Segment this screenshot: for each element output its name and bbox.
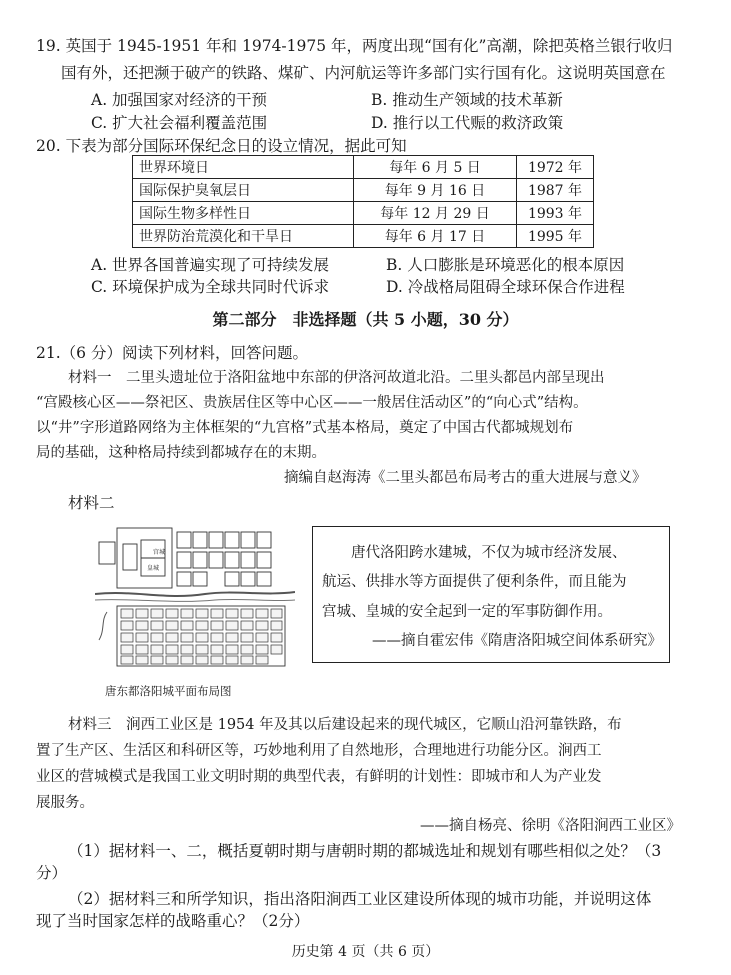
table-cell: 国际生物多样性日: [133, 202, 354, 225]
sub-question-1: （1）据材料一、二，概括夏朝时期与唐朝时期的都城选址和规划有哪些相似之处？（3: [68, 842, 662, 860]
table-cell: 1972 年: [517, 156, 594, 179]
q19-option-b: B. 推动生产领域的技术革新: [371, 91, 563, 109]
part2-heading: 第二部分 非选择题（共 5 小题，30 分）: [212, 310, 519, 329]
table-cell: 每年 6 月 5 日: [354, 156, 517, 179]
table-cell: 每年 12 月 29 日: [354, 202, 517, 225]
material2-quote-line: 航运、供排水等方面提供了便利条件，而且能为: [322, 574, 627, 590]
table-row: [133, 179, 594, 202]
environment-days-table: [132, 155, 594, 248]
table-cell: 每年 9 月 16 日: [354, 179, 517, 202]
material3-line: 材料三 涧西工业区是 1954 年及其以后建设起来的现代城区，它顺山沿河靠铁路，布: [68, 717, 622, 733]
table-row: [133, 202, 594, 225]
table-cell: 世界防治荒漠化和干旱日: [133, 225, 354, 248]
material1-source: 摘编自赵海涛《二里头都邑布局考古的重大进展与意义》: [284, 470, 647, 486]
material2-quote-line: 宫城、皇城的安全起到一定的军事防御作用。: [322, 604, 612, 620]
table-cell: 世界环境日: [133, 156, 354, 179]
q20-option-c: C. 环境保护成为全球共同时代诉求: [91, 278, 330, 296]
tang-luoyang-map: [95, 520, 295, 672]
material3-line: 业区的营城模式是我国工业文明时期的典型代表，有鲜明的计划性：即城市和人为产业发: [36, 769, 602, 785]
map-caption: 唐东都洛阳城平面布局图: [105, 684, 232, 698]
q19-option-d: D. 推行以工代赈的救济政策: [371, 114, 564, 132]
q19-option-a: A. 加强国家对经济的干预: [91, 91, 268, 109]
material1-line: “宫殿核心区——祭祀区、贵族居住区等中心区——一般居住活动区”的“向心式”结构。: [36, 395, 588, 411]
table-row: [133, 156, 594, 179]
q19-stem-line2: 国有外，还把濒于破产的铁路、煤矿、内河航运等许多部门实行国有化。这说明英国意在: [61, 64, 666, 82]
q20-option-d: D. 冷战格局阻碍全球环保合作进程: [386, 278, 625, 296]
table-cell: 1987 年: [517, 179, 594, 202]
material2-source: ——摘自霍宏伟《隋唐洛阳城空间体系研究》: [372, 633, 662, 649]
q21-stem: 21.（6 分）阅读下列材料，回答问题。: [36, 344, 308, 362]
q20-option-a: A. 世界各国普遍实现了可持续发展: [91, 256, 330, 274]
table-cell: 1995 年: [517, 225, 594, 248]
city-plan-diagram: [95, 520, 295, 672]
material3-source: ——摘自杨亮、徐明《洛阳涧西工业区》: [420, 818, 681, 834]
q19-stem-line1: 19. 英国于 1945-1951 年和 1974-1975 年，两度出现“国有化”高潮，除把英格兰银行收归: [36, 37, 673, 55]
material1-line: 材料一 二里头遗址位于洛阳盆地中东部的伊洛河故道北沿。二里头都邑内部呈现出: [68, 370, 605, 386]
table-cell: 国际保护臭氧层日: [133, 179, 354, 202]
material1-line: 以“井”字形道路网络为主体框架的“九宫格”式基本格局，奠定了中国古代都城规划布: [36, 420, 574, 436]
table-cell: 每年 6 月 17 日: [354, 225, 517, 248]
q19-option-c: C. 扩大社会福利覆盖范围: [91, 114, 268, 132]
material2-quote-line: 唐代洛阳跨水建城，不仅为城市经济发展、: [351, 545, 627, 561]
sub-question-2: （2）据材料三和所学知识，指出洛阳涧西工业区建设所体现的城市功能，并说明这体: [68, 890, 652, 908]
q20-stem: 20. 下表为部分国际环保纪念日的设立情况，据此可知: [36, 137, 407, 155]
sub-question-1-cont: 分）: [36, 864, 68, 882]
material3-line: 置了生产区、生活区和科研区等，巧妙地利用了自然地形，合理地进行功能分区。涧西工: [36, 743, 602, 759]
table-cell: 1993 年: [517, 202, 594, 225]
page-footer: 历史第 4 页（共 6 页）: [291, 944, 440, 960]
map-label-huangcheng: 皇城: [147, 565, 160, 572]
material1-line: 局的基础，这种格局持续到都城存在的末期。: [36, 445, 326, 461]
sub-question-2-cont: 现了当时国家怎样的战略重心？（2分）: [36, 912, 310, 930]
material3-line: 展服务。: [36, 795, 94, 811]
table-row: [133, 225, 594, 248]
q20-option-b: B. 人口膨胀是环境恶化的根本原因: [386, 256, 625, 274]
material2-label: 材料二: [68, 494, 115, 512]
map-label-gongcheng: 宫城: [153, 549, 166, 556]
